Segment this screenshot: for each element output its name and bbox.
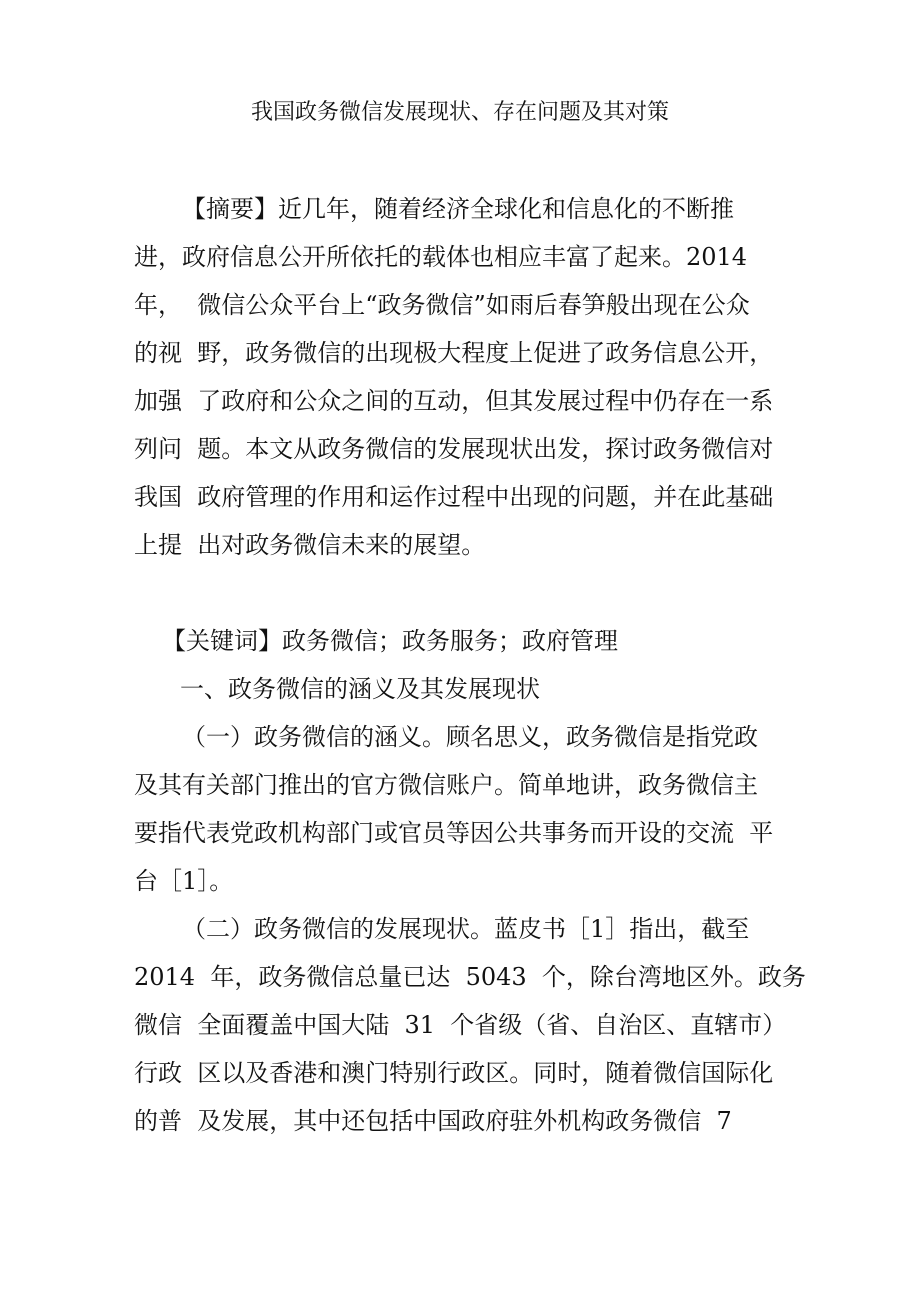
para2-line-5: 的普 及发展，其中还包括中国政府驻外机构政务微信 7 bbox=[134, 1107, 732, 1135]
abstract-line-3: 年， 微信公众平台上“政务微信”如雨后春笋般出现在公众 bbox=[134, 291, 750, 319]
document-title: 我国政务微信发展现状、存在问题及其对策 bbox=[250, 100, 669, 125]
para2-line-4: 行政 区以及香港和澳门特别行政区。同时，随着微信国际化 bbox=[134, 1059, 774, 1087]
section-heading: 一、政务微信的涵义及其发展现状 bbox=[180, 675, 540, 703]
para1-line-2: 及其有关部门推出的官方微信账户。简单地讲，政务微信主 bbox=[134, 771, 758, 799]
abstract-line-2: 进，政府信息公开所依托的载体也相应丰富了起来。2014 bbox=[134, 243, 748, 271]
para1-line-1: （一）政务微信的涵义。顾名思义，政务微信是指党政 bbox=[182, 723, 758, 751]
para2-line-1: （二）政务微信的发展现状。蓝皮书［1］指出，截至 bbox=[182, 915, 750, 943]
abstract-line-5: 加强 了政府和公众之间的互动，但其发展过程中仍存在一系 bbox=[134, 387, 774, 415]
para1-line-3: 要指代表党政机构部门或官员等因公共事务而开设的交流 平 bbox=[134, 819, 774, 847]
para2-line-3: 微信 全面覆盖中国大陆 31 个省级（省、自治区、直辖市） bbox=[134, 1011, 787, 1039]
para1-line-4: 台［1］。 bbox=[134, 867, 234, 895]
abstract-line-4: 的视 野，政务微信的出现极大程度上促进了政务信息公开， bbox=[134, 339, 774, 367]
keywords-line: 【关键词】政务微信；政务服务；政府管理 bbox=[162, 627, 618, 655]
abstract-line-6: 列问 题。本文从政务微信的发展现状出发，探讨政务微信对 bbox=[134, 435, 774, 463]
abstract-line-8: 上提 出对政务微信未来的展望。 bbox=[134, 531, 486, 559]
para2-line-2: 2014 年，政务微信总量已达 5043 个，除台湾地区外。政务 bbox=[134, 963, 806, 991]
abstract-line-7: 我国 政府管理的作用和运作过程中出现的问题，并在此基础 bbox=[134, 483, 774, 511]
abstract-line-1: 【摘要】近几年，随着经济全球化和信息化的不断推 bbox=[182, 195, 734, 223]
